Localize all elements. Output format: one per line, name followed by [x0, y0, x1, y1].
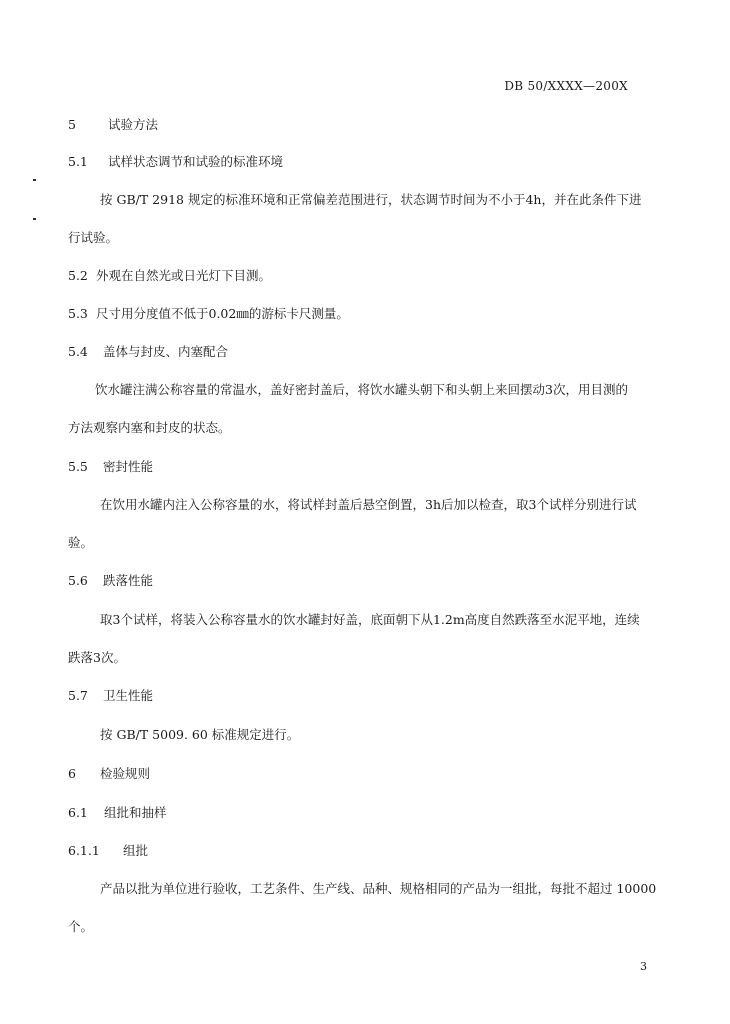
section-heading-5-5	[68, 459, 153, 475]
paragraph-line: 饮水罐注满公称容量的常温水，盖好密封盖后，将饮水罐头朝下和头朝上来回摆动3次，用目测的	[95, 382, 628, 397]
section-heading-6	[68, 766, 150, 782]
section-number: 6	[68, 766, 76, 781]
paragraph-line: 取3个试样，将装入公称容量水的饮水罐封好盖，底面朝下从1.2m高度自然跌落至水泥平地，连续	[100, 612, 640, 627]
section-number: 5.1	[68, 154, 88, 169]
section-title: 试样状态调节和试验的标准环境	[108, 154, 284, 169]
paragraph-line: 按 GB/T 2918 规定的标准环境和正常偏差范围进行，状态调节时间为不小于4h，并在此条件下进	[100, 192, 642, 207]
section-number: 5.5	[68, 459, 88, 474]
section-heading-6-1-1	[68, 843, 148, 859]
margin-mark	[33, 179, 36, 181]
section-title: 盖体与封皮、内塞配合	[103, 344, 229, 359]
section-title: 尺寸用分度值不低于0.02㎜的游标卡尺测量。	[96, 306, 349, 321]
paragraph-line: 在饮用水罐内注入公称容量的水，将试样封盖后悬空倒置，3h后加以检查，取3个试样分别进行试	[100, 497, 637, 512]
section-number: 5.7	[68, 688, 88, 703]
section-number: 5.4	[68, 344, 88, 359]
paragraph-line: 验。	[68, 535, 94, 550]
section-heading-5	[68, 117, 158, 133]
paragraph-line: 产品以批为单位进行验收，工艺条件、生产线、品种、规格相同的产品为一组批，每批不超过 10000	[100, 881, 657, 896]
paragraph-line: 个。	[68, 919, 94, 934]
section-title: 卫生性能	[103, 688, 154, 703]
section-title: 组批	[123, 843, 149, 858]
section-heading-6-1	[68, 805, 167, 821]
section-title: 跌落性能	[103, 573, 154, 588]
section-number: 5	[68, 117, 76, 132]
section-number: 5.2	[68, 268, 88, 283]
standard-code-header: DB 50/XXXX—200X	[504, 79, 628, 93]
margin-mark	[33, 218, 36, 220]
section-heading-5-1	[68, 154, 283, 170]
paragraph-line: 跌落3次。	[68, 650, 126, 665]
section-heading-5-6	[68, 573, 153, 589]
page-number: 3	[640, 960, 647, 973]
section-number: 5.6	[68, 573, 88, 588]
section-title: 外观在自然光或日光灯下目测。	[96, 268, 272, 283]
section-number: 6.1.1	[68, 843, 100, 858]
paragraph-line: 按 GB/T 5009. 60 标准规定进行。	[100, 727, 300, 742]
section-title: 检验规则	[100, 766, 151, 781]
section-heading-5-3	[68, 306, 349, 322]
paragraph-line: 行试验。	[68, 230, 119, 245]
section-heading-5-7	[68, 688, 153, 704]
paragraph-line: 方法观察内塞和封皮的状态。	[68, 420, 231, 435]
section-title: 试验方法	[108, 117, 159, 132]
section-heading-5-4	[68, 344, 228, 360]
section-title: 组批和抽样	[104, 805, 167, 820]
section-number: 5.3	[68, 306, 88, 321]
section-title: 密封性能	[103, 459, 154, 474]
section-number: 6.1	[68, 805, 88, 820]
section-heading-5-2	[68, 268, 271, 284]
